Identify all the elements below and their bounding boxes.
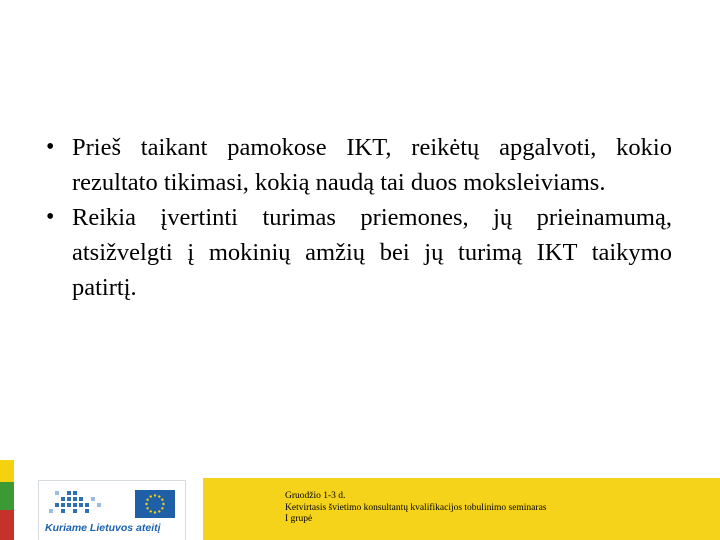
bullet-text: Reikia įvertinti turimas priemones, jų prieinamumą, atsižvelgti į mokinių amžių bei jų turimą IKT taikymo patirtį.	[72, 204, 672, 301]
slide-content	[46, 130, 672, 305]
eu-flag-icon	[135, 490, 175, 518]
event-info-panel	[203, 478, 720, 540]
bullet-item	[46, 200, 672, 305]
logo-slogan: Kuriame Lietuvos ateitį	[45, 522, 161, 534]
event-group: I grupė	[285, 514, 313, 524]
stripe-yellow	[0, 460, 14, 482]
bullet-text: Prieš taikant pamokose IKT, reikėtų apgalvoti, kokio rezultato tikimasi, kokią naudą tai duos moksleiviams.	[72, 134, 672, 196]
ministry-grid-logo-icon	[47, 489, 103, 519]
stripe-green	[0, 482, 14, 510]
slide-footer	[0, 460, 720, 540]
bullet-marker: •	[46, 134, 55, 160]
sponsor-logo-box	[38, 480, 186, 540]
event-date: Gruodžio 1-3 d.	[285, 491, 346, 501]
event-title: Ketvirtasis švietimo konsultantų kvalifikacijos tobulinimo seminaras	[285, 502, 547, 513]
bullet-item	[46, 130, 672, 200]
event-info-text	[285, 491, 546, 526]
stripe-red	[0, 510, 14, 540]
bullet-marker: •	[46, 204, 55, 230]
